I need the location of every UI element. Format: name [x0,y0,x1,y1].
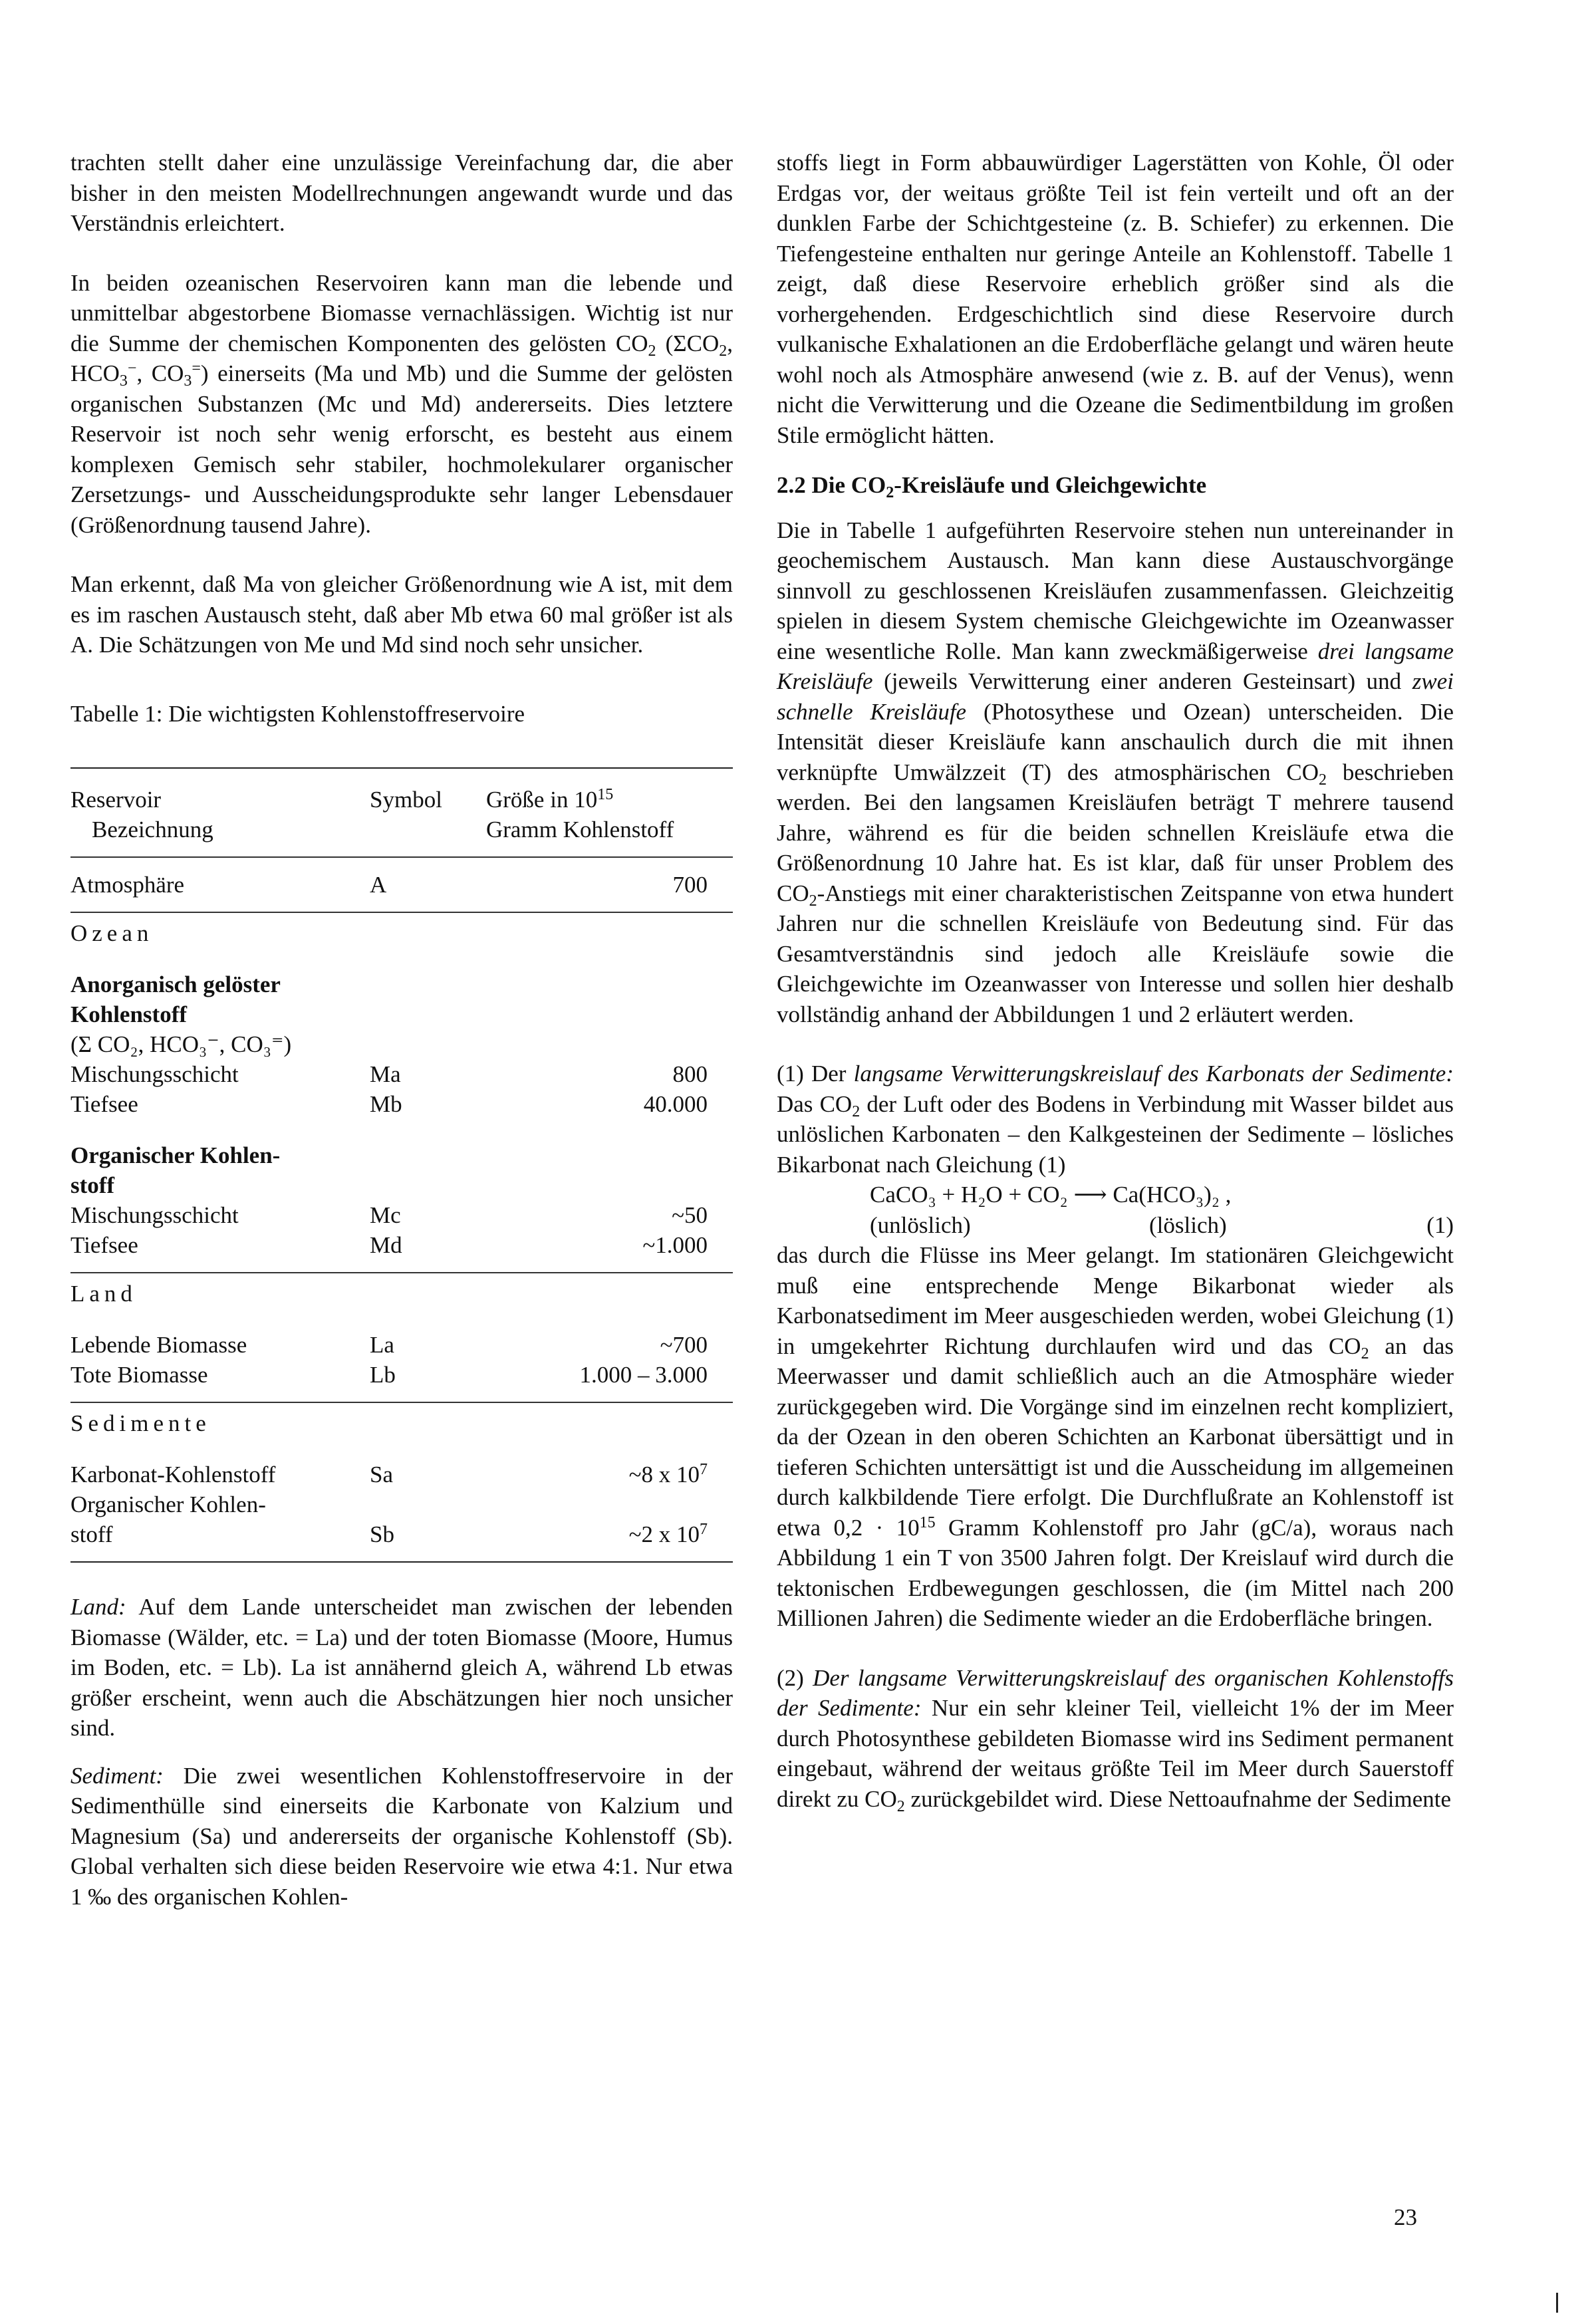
table-row-mc: Mischungsschicht Mc ~50 [70,1202,708,1228]
section-heading: 2.2 Die $CO_2$-Kreisläufe und Gleichgewichte [777,472,1207,501]
table-group-organisch: Organischer Kohlen- stoff [70,1142,281,1198]
right-paragraph-5: (2) Der langsame Verwitterungskreislauf des organischen Kohlenstoffs der Sedimente: Nur ein sehr kleiner Teil, vielleicht 1% der im Meer durch Photosynthese gebildeten Biomasse wird ins Sediment permanent eingebaut, während der weitaus größte Teil im Meer durch Sauerstoff direkt zu $CO_2$ zurückgebildet wird. Diese Nettoaufnahme der Sedimente [777,1664,1454,1815]
left-paragraph-3: Man erkennt, daß Ma von gleicher Größenordnung wie A ist, mit dem es im raschen Austausch steht, daß aber Mb etwa 60 mal größer ist als A. Die Schätzungen von Me und Md sind noch sehr unsicher. [70,571,733,658]
table-caption: Tabelle 1: Die wichtigsten Kohlenstoffreservoire [70,700,525,727]
right-paragraph-1: stoffs liegt in Form abbauwürdiger Lagerstätten von Kohle, Öl oder Erdgas vor, der weitaus größte Teil ist fein verteilt und oft an der dunklen Farbe der Schichtgesteine (z. B. Schiefer) zu erkennen. Die Tiefengesteine enthalten nur geringe Anteile an Kohlenstoff. Tabelle 1 zeigt, daß diese Reservoire erheblich größer sind als die vorhergehenden. Erdgeschichtlich sind diese Reservoire durch vulkanische Exhalationen an die Erdoberfläche gelangt und wären heute wohl noch als Atmosphäre anwesend (wie z. B. auf der Venus), wenn nicht die Verwitterung und die Ozeane die Sedimentbildung im großen Stile ermöglicht hätten. [777,150,1454,448]
margin-mark [1556,2293,1558,2313]
table-section-ozean: Ozean [70,912,733,948]
table-header-row: Reservoir Bezeichnung Symbol Größe in $10^{15}$ Gramm Kohlenstoff [70,768,733,857]
page-number: 23 [1394,2204,1417,2230]
table-row-md: Tiefsee Md ~1.000 [70,1232,708,1258]
table-row-sb: Organischer Kohlen- stoff Sb ~2 x $10^7$ [70,1489,733,1562]
table-section-sedimente: Sedimente [70,1402,733,1438]
right-paragraph-2: Die in Tabelle 1 aufgeführten Reservoire stehen nun untereinander in geochemischem Austausch. Man kann diese Austauschvorgänge sinnvoll zu geschlossenen Kreisläufen zusammenfassen. Gleichzeitig spielen in diesem System chemische Gleichgewichte im Ozeanwasser eine wesentliche Rolle. Man kann zweckmäßigerweise drei langsame Kreisläufe (jeweils Verwitterung einer anderen Gesteinsart) und zwei schnelle Kreisläufe (Photosythese und Ozean) unterscheiden. Die Intensität dieser Kreisläufe kann anschaulich durch die mit ihnen verknüpfte Umwälzzeit (T) des atmosphärischen $CO_2$ beschrieben werden. Bei den langsamen Kreisläufen beträgt T mehrere tausend Jahre, während es für die beiden schnellen Kreisläufe etwa die Größenordnung 10 Jahre hat. Es ist klar, daß für unser Problem des $CO_2$-Anstiegs mit einer charakteristischen Zeitspanne von etwa hundert Jahren nur die schnellen Kreisläufe von Bedeutung sind. Für das Gesamtverständnis sind jedoch alle Kreisläufe sowie die Gleichgewichte im Ozeanwasser von Interesse und sollen hier deshalb vollständig anhand der Abbildungen 1 und 2 erläutert werden. [777,517,1454,1027]
right-paragraph-4: das durch die Flüsse ins Meer gelangt. Im stationären Gleichgewicht muß eine entsprechende Menge Bikarbonat wieder als Karbonatsediment im Meer ausgeschieden werden, wobei Gleichung (1) in umgekehrter Richtung durchlaufen wird und das $CO_2$ an das Meerwasser und damit schließlich auch an die Atmosphäre wieder zurückgegeben wird. Die Vorgänge sind im einzelnen recht kompliziert, da der Ozean in den oberen Schichten an Karbonat übersättigt und in tieferen Schichten untersättigt ist und die Ausscheidung im allgemeinen durch kalkbildende Tiere erfolgt. Die Durchflußrate an Kohlenstoff ist etwa $0,2 \cdot 10^{15}$ Gramm Kohlenstoff pro Jahr (gC/a), woraus nach Abbildung 1 ein T von 3500 Jahren folgt. Der Kreislauf wird durch die tektonischen Erdbewegungen geschlossen, die (im Mittel nach 200 Millionen Jahren) die Sedimente wieder an die Erdoberfläche bringen. [777,1242,1454,1631]
table-row-la: Lebende Biomasse La ~700 [70,1332,708,1358]
table-row-ma: Mischungsschicht Ma 800 [70,1061,708,1087]
table-section-land: Land [70,1273,733,1309]
left-paragraph-sediment: Sediment: Die zwei wesentlichen Kohlenstoffreservoire in der Sedimenthülle sind einerseits die Karbonate von Kalzium und Magnesium (Sa) und andererseits der organische Kohlenstoff (Sb). Global verhalten sich diese beiden Reservoire wie etwa 4:1. Nur etwa 1 ‰ des organischen Kohlen- [70,1762,733,1910]
left-column [70,148,733,1912]
left-paragraph-2: In beiden ozeanischen Reservoiren kann man die lebende und unmittelbar abgestorbene Biomasse vernachlässigen. Wichtig ist nur die Summe der chemischen Komponenten des gelösten $CO_2$ ($\Sigma CO_2$, $HCO_3^-$, $CO_3^=$) einerseits (Ma und Mb) und die Summe der gelösten organischen Substanzen (Mc und Md) andererseits. Dies letztere Reservoir ist noch sehr wenig erforscht, es besteht aus einem komplexen Gemisch sehr stabiler, hochmolekularer organischer Zersetzungs- und Ausscheidungsprodukte sehr langer Lebensdauer (Größenordnung tausend Jahre). [70,269,733,538]
equation-1: CaCO₃ + H₂O + CO₂ ⟶ Ca(HCO₃)₂ , (unlöslich) (löslich) (1) [870,1182,1454,1238]
table-row-mb: Tiefsee Mb 40.000 [70,1091,708,1117]
right-column [777,148,1454,1814]
table-row-atmosphere: Atmosphäre A 700 [70,857,733,912]
table-row-sa: Karbonat-Kohlenstoff Sa ~8 x $10^7$ [70,1461,708,1487]
left-paragraph-1: trachten stellt daher eine unzulässige Vereinfachung dar, die aber bisher in den meisten Modellrechnungen angewandt wurde und das Verständnis erleichtert. [70,150,733,236]
table-row-lb: Tote Biomasse Lb 1.000 – 3.000 [70,1362,708,1388]
right-paragraph-3: (1) Der langsame Verwitterungskreislauf des Karbonats der Sedimente: Das $CO_2$ der Luft oder des Bodens in Verbindung mit Wasser bildet aus unlöslichen Karbonaten – den Kalkgesteinen der Sedimente – lösliches Bikarbonat nach Gleichung (1) [777,1061,1454,1178]
reservoir-table [70,767,733,1563]
table-group-anorganisch: Anorganisch gelöster Kohlenstoff (Σ CO₂, HCO₃⁻, CO₃⁼) [70,971,292,1057]
left-paragraph-land: Land: Auf dem Lande unterscheidet man zwischen der lebenden Biomasse (Wälder, etc. = La) und der toten Biomasse (Moore, Humus im Boden, etc. = Lb). La ist annähernd gleich A, während Lb etwas größer erscheint, wenn auch die Abschätzungen hier noch unsicher sind. [70,1594,733,1741]
